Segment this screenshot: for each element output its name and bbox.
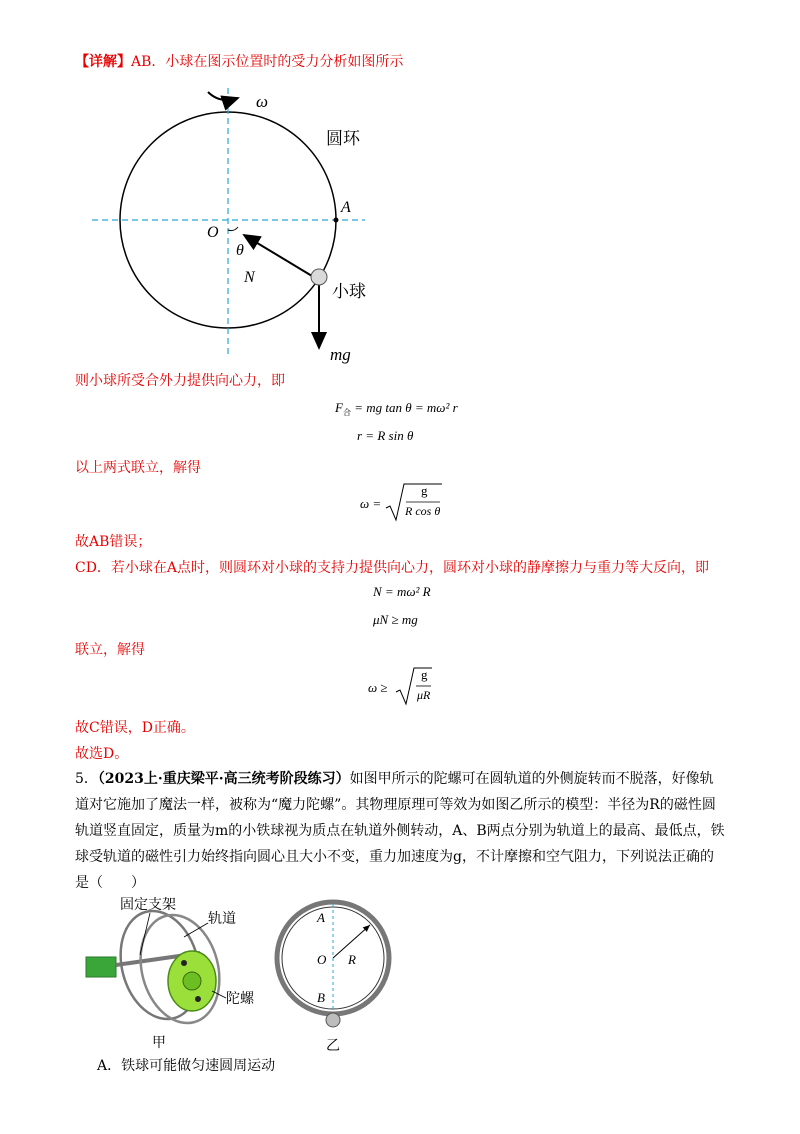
omega-label: ω (256, 92, 269, 111)
rotation-arrow (208, 92, 238, 100)
yi-point-b: B (317, 990, 325, 1005)
top-label: 陀螺 (226, 992, 254, 1007)
eq3-numerator: g (421, 483, 428, 498)
figure-jia-magic-top (80, 895, 270, 1055)
eq6-denominator: μR (417, 688, 431, 702)
cd-intro: CD．若小球在A点时，则圆环对小球的支持力提供向心力，圆环对小球的静摩擦力与重力等大反向，即 (75, 560, 710, 576)
eq6-numerator: g (421, 667, 428, 682)
theta-label: θ (236, 242, 244, 259)
eq3-denominator: R cos θ (405, 504, 441, 518)
theta-arc (228, 227, 238, 231)
center-o-label: O (207, 224, 219, 241)
equation-5: μN ≥ mg (373, 612, 418, 627)
yi-radius-r: R (348, 952, 356, 967)
small-ball (311, 269, 327, 285)
detail-intro-text: AB．小球在图示位置时的受力分析如图所示 (131, 54, 404, 70)
step3-text: 联立，解得 (75, 642, 145, 658)
question-5-number: 5． (75, 771, 98, 787)
question-5 (75, 766, 725, 896)
point-a (334, 218, 339, 223)
question-5-text: 如图甲所示的陀螺可在圆轨道的外侧旋转而不脱落，好像轨道对它施加了魔法一样，被称为“魔力陀螺”。其物理原理可等效为如图乙所示的模型：半径为R的磁性圆轨道竖直固定，质量为m的小铁球视为质点在轨道外侧转动，A、B两点分别为轨道上的最高、最低点，铁球受轨道的磁性引力始终指向圆心且大小不变，重力加速度为g，不计摩擦和空气阻力，下列说法正确的是（ ） (75, 771, 725, 891)
yi-point-a: A (317, 910, 325, 925)
figure-yi-caption: 乙 (326, 1039, 340, 1054)
ring-label: 圆环 (326, 129, 360, 148)
bracket-label: 固定支架 (120, 898, 176, 913)
conclusion-cd: 故C错误，D正确。 (75, 720, 195, 736)
detail-intro (75, 52, 403, 72)
conclusion-ab: 故AB错误； (75, 534, 152, 550)
figure-yi-track-model (272, 892, 402, 1054)
equation-2: r = R sin θ (357, 428, 414, 443)
step1-text: 则小球所受合外力提供向心力，即 (75, 373, 285, 389)
ball-label: 小球 (332, 282, 366, 301)
track-label: 轨道 (208, 912, 236, 927)
equation-4: N = mω² R (373, 584, 431, 599)
normal-n-label: N (244, 269, 255, 286)
equation-6-lhs: ω ≥ (368, 680, 388, 695)
gravity-label: mg (330, 345, 351, 364)
option-a: A．铁球可能做匀速圆周运动 (97, 1058, 276, 1074)
ring-force-diagram (80, 80, 420, 370)
point-a-label: A (341, 199, 351, 216)
final-answer: 故选D。 (75, 746, 129, 762)
equation-1 (335, 400, 458, 418)
question-5-source: （2023上·重庆梁平·高三统考阶段练习） (97, 771, 350, 787)
yi-center-o: O (317, 952, 327, 967)
eq1-rhs: = mg tan θ = mω² r (354, 400, 458, 415)
eq1-lhs: F (335, 400, 343, 415)
figure-jia-caption: 甲 (152, 1036, 166, 1051)
eq1-subscript: 合 (342, 408, 351, 417)
step2-text: 以上两式联立，解得 (75, 460, 201, 476)
bracket-block (86, 957, 116, 977)
iron-ball (326, 1013, 340, 1027)
equation-3-lhs: ω = (360, 496, 382, 511)
detail-tag: 【详解】 (75, 54, 131, 70)
